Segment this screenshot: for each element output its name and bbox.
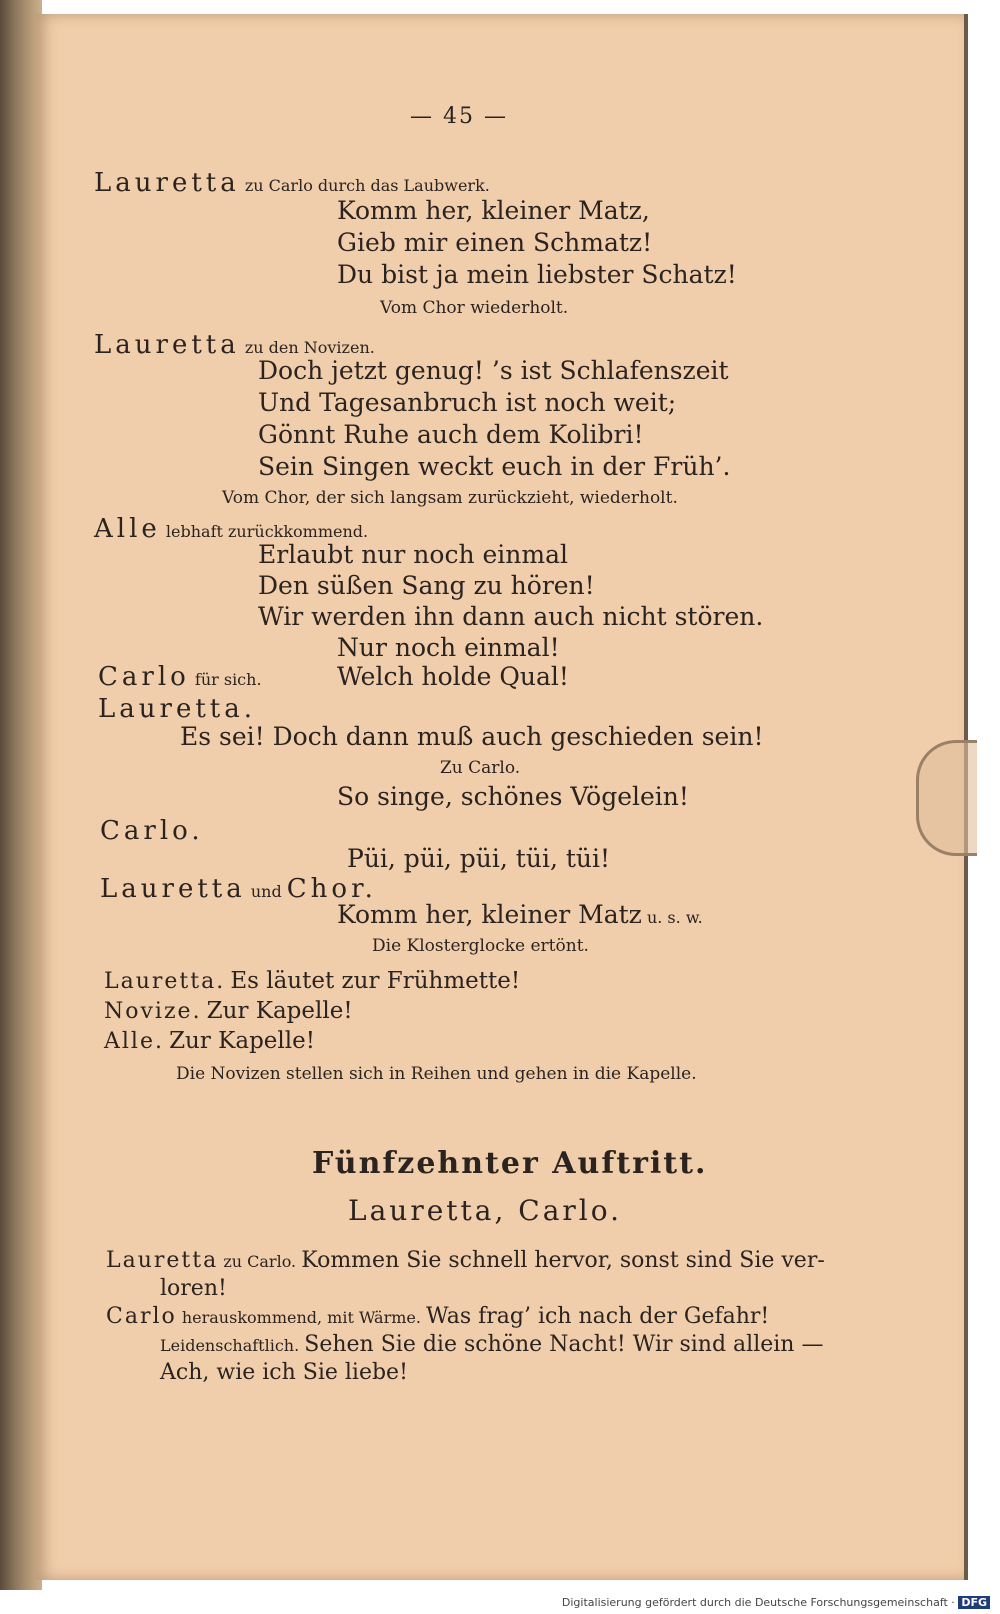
verse-line: Doch jetzt genug! ’s ist Schlafenszeit bbox=[258, 356, 729, 385]
stage-direction: lebhaft zurückkommend. bbox=[165, 522, 369, 541]
verse-line: Nur noch einmal! bbox=[337, 633, 560, 662]
scene-title: Fünfzehnter Auftritt. bbox=[312, 1146, 708, 1181]
verse-line: Und Tagesanbruch ist noch weit; bbox=[258, 388, 677, 417]
prose-line: loren! bbox=[160, 1276, 227, 1301]
verse-line: Sein Singen weckt euch in der Früh’. bbox=[258, 452, 731, 481]
verse-line: Erlaubt nur noch einmal bbox=[258, 540, 568, 569]
verse-line: Den süßen Sang zu hören! bbox=[258, 571, 595, 600]
prose-line: Was frag’ ich nach der Gefahr! bbox=[426, 1304, 770, 1329]
stage-line bbox=[104, 968, 520, 994]
credit-text: Digitalisierung gefördert durch die Deutsche Forschungsgemeinschaft · bbox=[561, 1596, 955, 1609]
page-number: — 45 — bbox=[410, 104, 508, 129]
verse-line: Zur Kapelle! bbox=[169, 1028, 315, 1054]
stage-line bbox=[104, 998, 353, 1024]
stage-line bbox=[94, 168, 490, 198]
speaker-name: Lauretta bbox=[94, 330, 240, 360]
verse-line: Du bist ja mein liebster Schatz! bbox=[337, 260, 737, 289]
stage-line bbox=[160, 1332, 823, 1357]
verse-line: Püi, püi, püi, tüi, tüi! bbox=[347, 844, 611, 873]
speaker-name: Lauretta. bbox=[98, 694, 256, 724]
stage-direction: zu Carlo. bbox=[223, 1252, 297, 1271]
stage-direction: herauskommend, mit Wärme. bbox=[181, 1308, 421, 1327]
verse-line: Komm her, kleiner Matz bbox=[337, 900, 642, 929]
verse-line: Wir werden ihn dann auch nicht stören. bbox=[258, 602, 764, 631]
speaker-name: Lauretta. bbox=[104, 969, 226, 994]
speaker-name: Carlo bbox=[98, 662, 190, 692]
verse-line: Es sei! Doch dann muß auch geschieden sein! bbox=[180, 722, 764, 751]
speaker-name: Lauretta bbox=[100, 874, 246, 904]
stage-direction: Vom Chor, der sich langsam zurückzieht, wiederholt. bbox=[222, 488, 678, 508]
speaker-name: Lauretta bbox=[94, 168, 240, 198]
speaker-name: Alle. bbox=[104, 1029, 164, 1054]
prose-line: Sehen Sie die schöne Nacht! Wir sind allein — bbox=[304, 1332, 824, 1357]
scene-characters: Lauretta, Carlo. bbox=[348, 1194, 622, 1227]
speaker-name: Alle bbox=[94, 514, 161, 544]
stage-direction: Leidenschaftlich. bbox=[160, 1336, 300, 1355]
stage-line bbox=[106, 1304, 769, 1329]
verse-line: Gönnt Ruhe auch dem Kolibri! bbox=[258, 420, 644, 449]
stage-line bbox=[100, 874, 377, 904]
stage-line bbox=[337, 900, 703, 929]
verse-line: Gieb mir einen Schmatz! bbox=[337, 228, 653, 257]
stage-line bbox=[104, 1028, 315, 1054]
stage-line bbox=[106, 1248, 825, 1273]
verse-line: Es läutet zur Frühmette! bbox=[230, 968, 521, 994]
stage-direction: für sich. bbox=[194, 670, 262, 689]
stage-direction: zu den Novizen. bbox=[244, 338, 375, 357]
speaker-name: Lauretta bbox=[106, 1248, 219, 1273]
stage-direction: Vom Chor wiederholt. bbox=[380, 298, 569, 318]
stage-direction: Die Klosterglocke ertönt. bbox=[372, 936, 589, 956]
speaker-name: Novize. bbox=[104, 999, 202, 1024]
verse-line: Welch holde Qual! bbox=[337, 662, 569, 691]
speaker-name: Carlo. bbox=[100, 816, 204, 846]
verse-line: Zur Kapelle! bbox=[206, 998, 353, 1024]
stage-direction: Die Novizen stellen sich in Reihen und gehen in die Kapelle. bbox=[176, 1064, 697, 1084]
prose-line: Kommen Sie schnell hervor, sonst sind Sie ver- bbox=[301, 1248, 825, 1273]
footer-credit bbox=[562, 1596, 990, 1609]
stage-direction: u. s. w. bbox=[646, 908, 703, 927]
stage-direction: Zu Carlo. bbox=[440, 758, 521, 778]
verse-line: Komm her, kleiner Matz, bbox=[337, 196, 650, 225]
stage-direction: zu Carlo durch das Laubwerk. bbox=[244, 176, 490, 195]
stage-direction: und bbox=[250, 882, 282, 901]
prose-line: Ach, wie ich Sie liebe! bbox=[160, 1360, 408, 1385]
speaker-name: Carlo bbox=[106, 1304, 177, 1329]
verse-line: So singe, schönes Vögelein! bbox=[337, 782, 689, 811]
speaker-name: Chor. bbox=[286, 874, 377, 904]
dfg-logo: DFG bbox=[958, 1596, 990, 1609]
stage-line bbox=[98, 662, 262, 692]
page-clip bbox=[916, 740, 977, 856]
